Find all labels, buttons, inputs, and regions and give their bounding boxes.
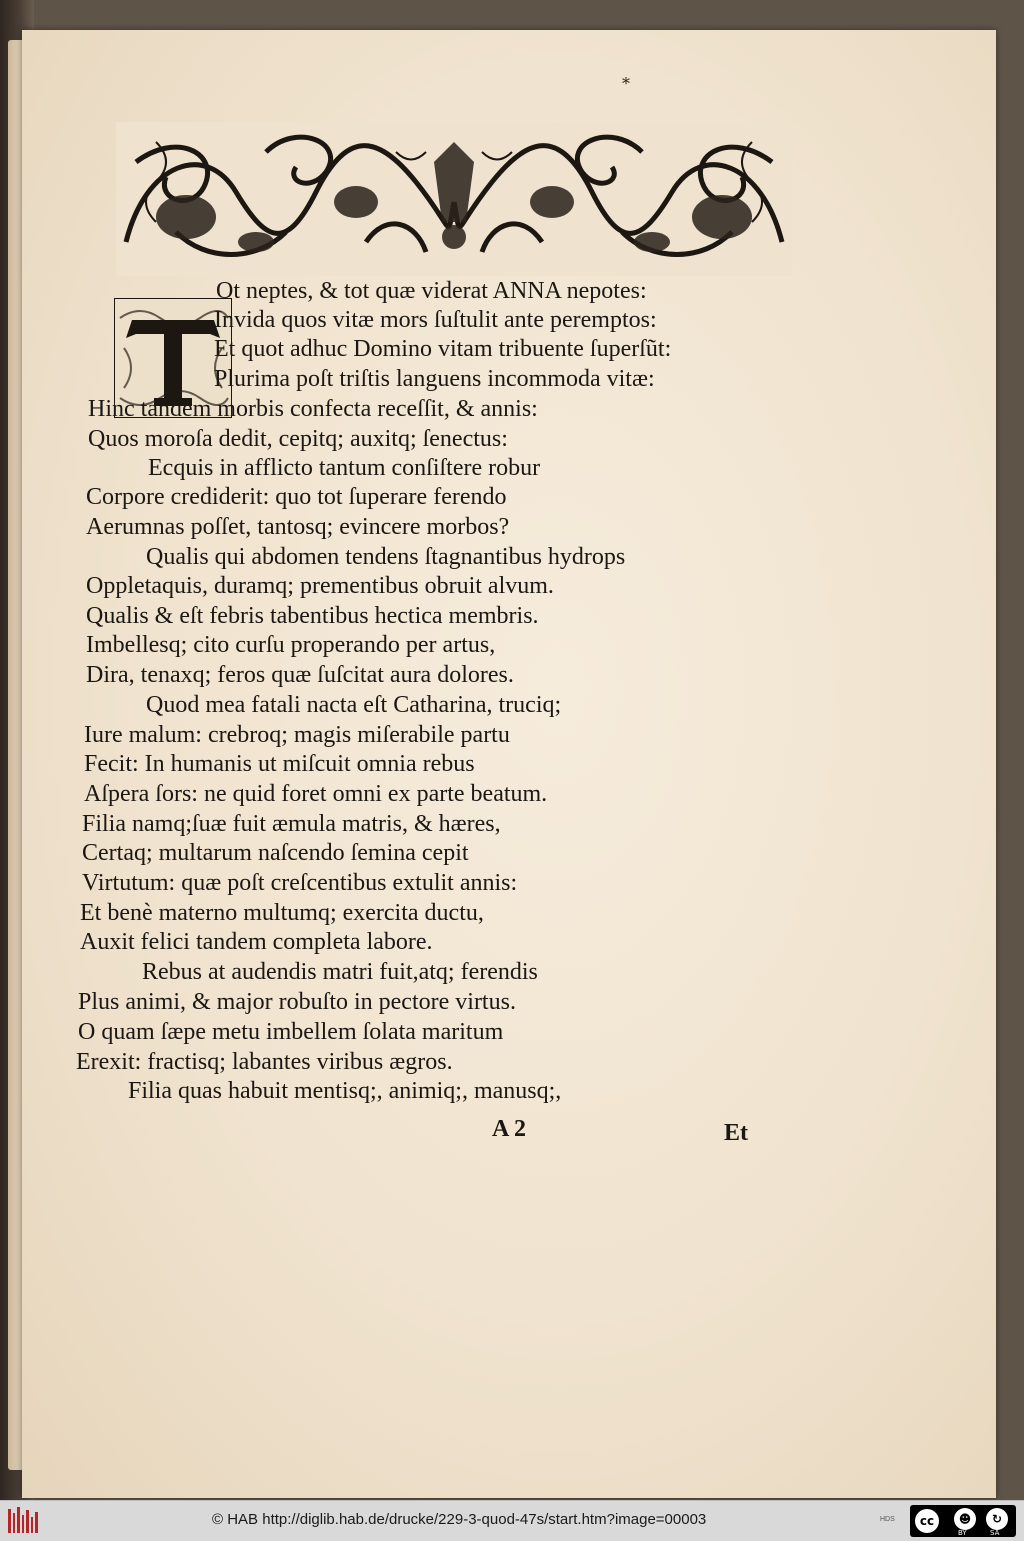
verse-line: Et quot adhuc Domino vitam tribuente ſuperſũt: xyxy=(214,336,672,362)
cc-license-badge[interactable] xyxy=(910,1505,1016,1537)
verse-line: Hinc tandem morbis confecta receſſit, & annis: xyxy=(88,396,538,422)
verse-line: Aſpera ſors: ne quid foret omni ex parte beatum. xyxy=(84,781,548,807)
verse-line: Quod mea fatali nacta eſt Catharina, truciq; xyxy=(146,692,562,718)
verse-line: Aerumnas poſſet, tantosq; evincere morbos? xyxy=(86,514,510,540)
catchword: Et xyxy=(724,1120,748,1146)
by-label: BY xyxy=(958,1529,967,1537)
verse-line: Corpore crediderit: quo tot ſuperare ferendo xyxy=(86,484,507,510)
verse-line: Filia namq;ſuæ fuit æmula matris, & hæres, xyxy=(82,811,501,837)
sa-label: SA xyxy=(990,1529,1000,1537)
small-mark: HDS xyxy=(880,1516,895,1523)
verse-line: Qualis & eſt febris tabentibus hectica membris. xyxy=(86,603,539,629)
verse-line: Iure malum: crebroq; magis miſerabile partu xyxy=(84,722,510,748)
signature-mark: * xyxy=(622,74,630,93)
verse-line: Rebus at audendis matri fuit,atq; ferendis xyxy=(142,959,538,985)
verse-line: Plurima poſt triſtis languens incommoda vitæ: xyxy=(214,366,655,392)
verse-line: Qualis qui abdomen tendens ſtagnantibus hydrops xyxy=(146,544,626,570)
share-alike-icon: ↻ xyxy=(986,1508,1008,1530)
verse-line: Certaq; multarum naſcendo ſemina cepit xyxy=(82,840,469,866)
verse-line: Dira, tenaxq; feros quæ ſuſcitat aura dolores. xyxy=(86,662,514,688)
verse-line: Filia quas habuit mentisq;, animiq;, manusq;, xyxy=(128,1078,562,1104)
source-credit-link[interactable]: © HAB http://diglib.hab.de/drucke/229-3-quod-47s/start.htm?image=00003 xyxy=(212,1511,707,1528)
hab-logo-icon[interactable] xyxy=(8,1507,38,1535)
verse-line: Plus animi, & major robuſto in pectore virtus. xyxy=(78,989,516,1015)
verse-line: Et benè materno multumq; exercita ductu, xyxy=(80,900,484,926)
cc-icon: cc xyxy=(913,1507,941,1535)
verse-line: Ecquis in afflicto tantum conſiſtere robur xyxy=(148,455,541,481)
verse-line: Ot neptes, & tot quæ viderat ANNA nepotes: xyxy=(216,278,647,304)
verse-line: Quos moroſa dedit, cepitq; auxitq; ſenectus: xyxy=(88,426,508,452)
verse-line: Imbellesq; cito curſu properando per artus, xyxy=(86,632,496,658)
poem-text xyxy=(22,30,996,1498)
book-page xyxy=(22,30,996,1498)
by-attribution-icon: ☻ xyxy=(954,1508,976,1530)
verse-line: Auxit felici tandem completa labore. xyxy=(80,929,433,955)
verse-line: O quam ſæpe metu imbellem ſolata maritum xyxy=(78,1019,504,1045)
verse-line: Invida quos vitæ mors ſuſtulit ante peremptos: xyxy=(214,307,657,333)
viewer-footer-bar xyxy=(0,1500,1024,1541)
verse-line: Erexit: fractisq; labantes viribus ægros. xyxy=(76,1049,453,1075)
verse-line: Fecit: In humanis ut miſcuit omnia rebus xyxy=(84,751,475,777)
verse-line: Oppletaquis, duramq; prementibus obruit alvum. xyxy=(86,573,554,599)
signature-a2: A 2 xyxy=(492,1116,527,1142)
verse-line: Virtutum: quæ poſt creſcentibus extulit annis: xyxy=(82,870,518,896)
